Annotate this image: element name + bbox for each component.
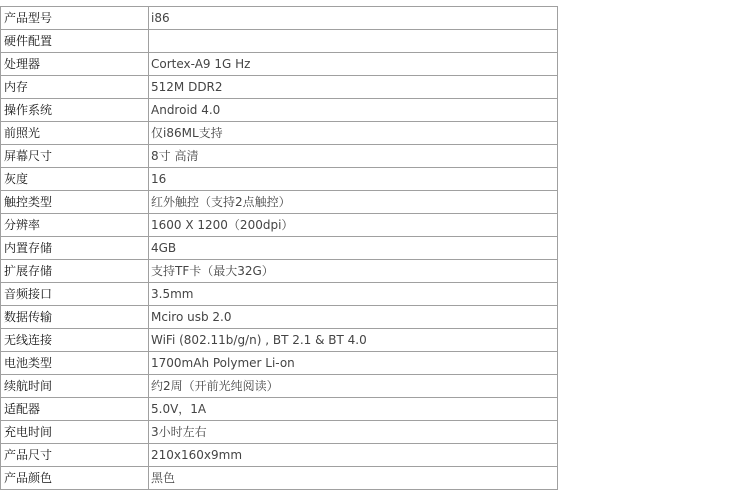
- row-label: 无线连接: [1, 329, 149, 352]
- table-row: [1, 398, 558, 421]
- table-row: [1, 191, 558, 214]
- row-value: 1600 X 1200（200dpi）: [149, 214, 558, 237]
- row-value: 512M DDR2: [149, 76, 558, 99]
- row-label: 灰度: [1, 168, 149, 191]
- table-row: [1, 122, 558, 145]
- table-row: [1, 7, 558, 30]
- row-label: 适配器: [1, 398, 149, 421]
- row-label: 处理器: [1, 53, 149, 76]
- table-row: [1, 421, 558, 444]
- spec-table-body: [1, 7, 558, 490]
- row-label: 数据传输: [1, 306, 149, 329]
- row-label: 产品型号: [1, 7, 149, 30]
- table-row: [1, 306, 558, 329]
- row-value: 210x160x9mm: [149, 444, 558, 467]
- spec-table: [0, 6, 558, 490]
- table-row: [1, 283, 558, 306]
- row-value: i86: [149, 7, 558, 30]
- row-label: 分辨率: [1, 214, 149, 237]
- table-row: [1, 467, 558, 490]
- table-row: [1, 76, 558, 99]
- table-row: [1, 30, 558, 53]
- row-label: 触控类型: [1, 191, 149, 214]
- row-value: 5.0V，1A: [149, 398, 558, 421]
- table-row: [1, 214, 558, 237]
- row-label: 内存: [1, 76, 149, 99]
- row-label: 硬件配置: [1, 30, 149, 53]
- row-value: 8寸 高清: [149, 145, 558, 168]
- table-row: [1, 329, 558, 352]
- row-label: 充电时间: [1, 421, 149, 444]
- row-label: 续航时间: [1, 375, 149, 398]
- table-row: [1, 444, 558, 467]
- row-value: 仅i86ML支持: [149, 122, 558, 145]
- row-value: 3.5mm: [149, 283, 558, 306]
- row-value: Android 4.0: [149, 99, 558, 122]
- table-row: [1, 99, 558, 122]
- row-value: 黑色: [149, 467, 558, 490]
- table-row: [1, 260, 558, 283]
- row-value: 红外触控（支持2点触控）: [149, 191, 558, 214]
- row-label: 音频接口: [1, 283, 149, 306]
- row-value: [149, 30, 558, 53]
- row-label: 内置存储: [1, 237, 149, 260]
- table-row: [1, 168, 558, 191]
- row-value: Cortex-A9 1G Hz: [149, 53, 558, 76]
- row-value: 1700mAh Polymer Li-on: [149, 352, 558, 375]
- row-value: 3小时左右: [149, 421, 558, 444]
- table-row: [1, 375, 558, 398]
- table-row: [1, 145, 558, 168]
- row-value: 4GB: [149, 237, 558, 260]
- row-label: 屏幕尺寸: [1, 145, 149, 168]
- row-value: 支持TF卡（最大32G）: [149, 260, 558, 283]
- row-value: WiFi (802.11b/g/n) , BT 2.1 & BT 4.0: [149, 329, 558, 352]
- row-label: 产品尺寸: [1, 444, 149, 467]
- table-row: [1, 53, 558, 76]
- row-value: Mciro usb 2.0: [149, 306, 558, 329]
- row-value: 16: [149, 168, 558, 191]
- row-label: 电池类型: [1, 352, 149, 375]
- table-row: [1, 352, 558, 375]
- table-row: [1, 237, 558, 260]
- row-label: 产品颜色: [1, 467, 149, 490]
- row-label: 前照光: [1, 122, 149, 145]
- row-label: 扩展存储: [1, 260, 149, 283]
- row-value: 约2周（开前光纯阅读）: [149, 375, 558, 398]
- row-label: 操作系统: [1, 99, 149, 122]
